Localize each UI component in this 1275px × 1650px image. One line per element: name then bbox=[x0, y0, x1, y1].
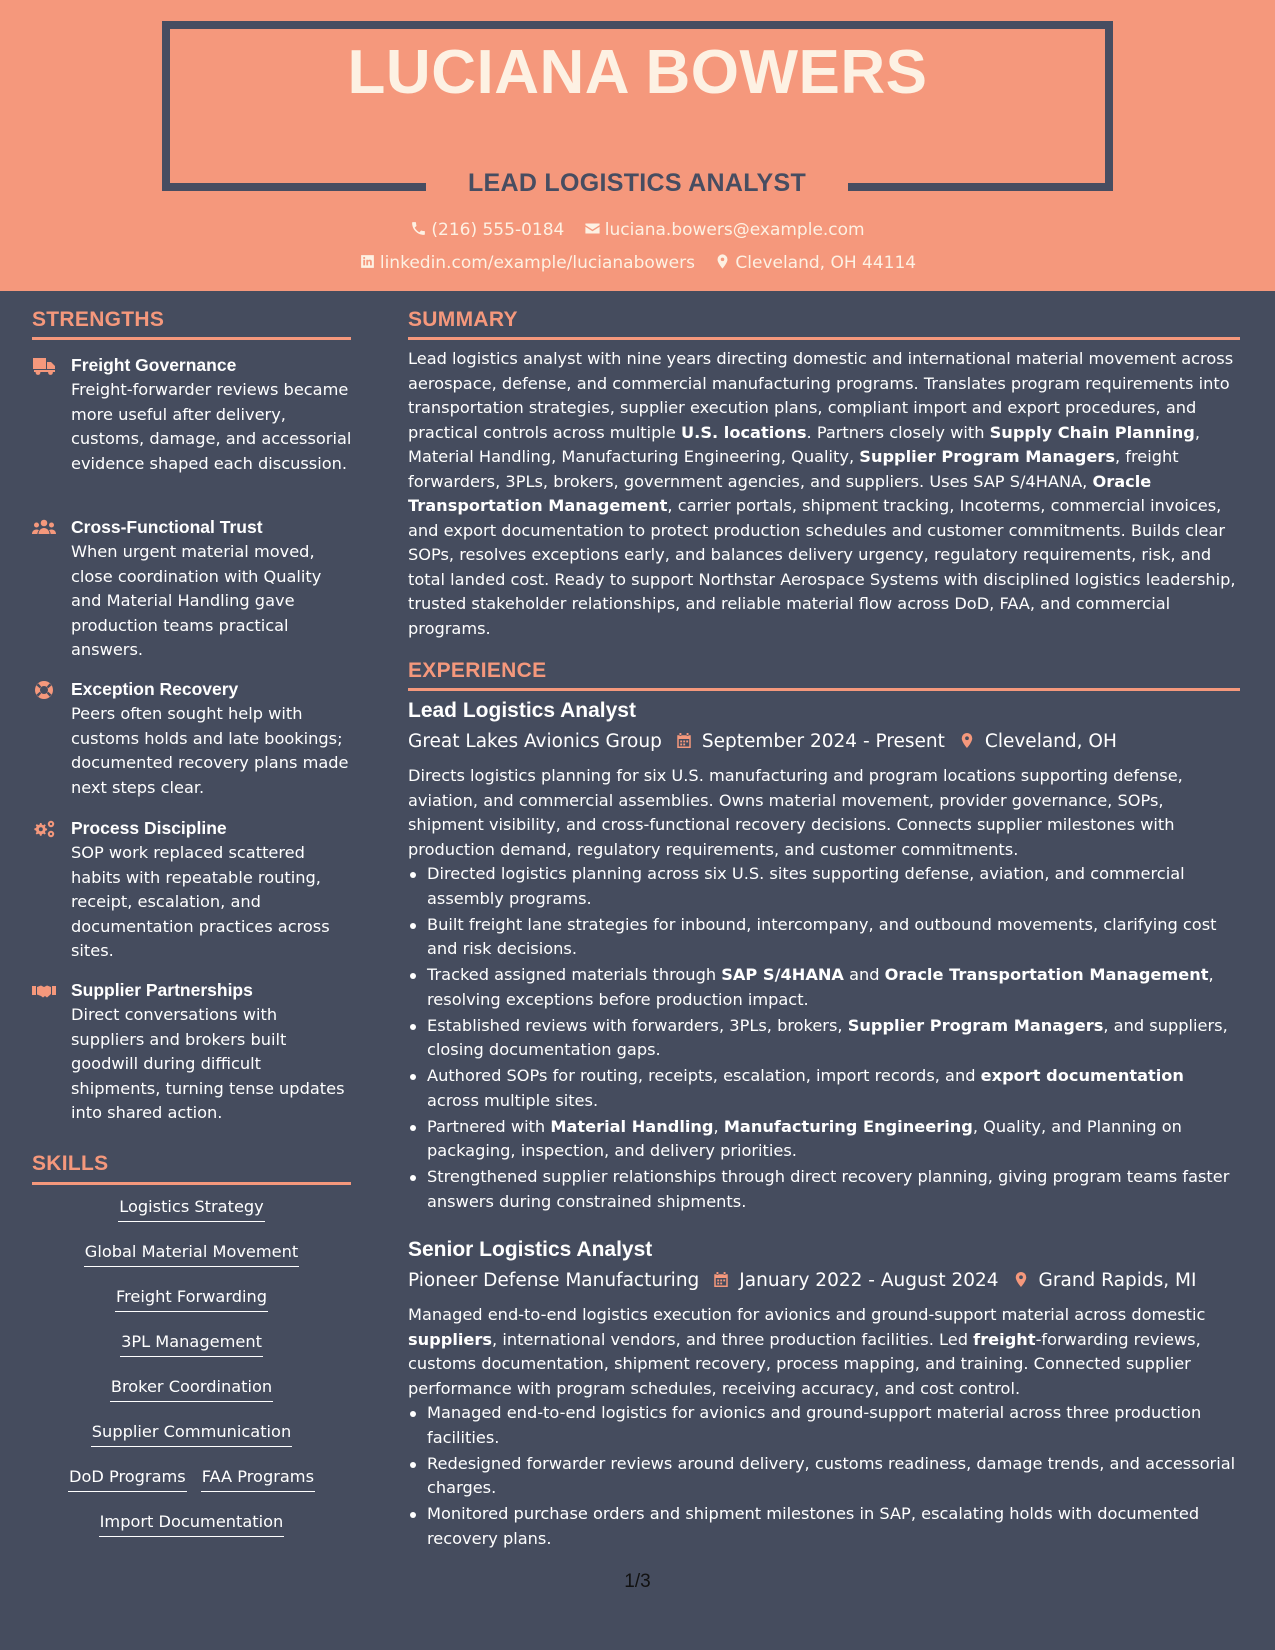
bold-phrase: Supply Chain Planning bbox=[989, 422, 1195, 442]
strength-item bbox=[32, 516, 352, 663]
job-title: Lead Logistics Analyst bbox=[408, 699, 636, 722]
skill-tag: Broker Coordination bbox=[110, 1376, 273, 1402]
skills-rule bbox=[32, 1182, 351, 1185]
skill-tag: Supplier Communication bbox=[91, 1421, 292, 1447]
job-location: Cleveland, OH bbox=[984, 731, 1117, 752]
job-bullet: Built freight lane strategies for inbound, intercompany, and outbound movements, clarifying cost and risk decisions. bbox=[408, 913, 1240, 962]
phone-icon bbox=[410, 220, 427, 237]
email-text: luciana.bowers@example.com bbox=[604, 220, 865, 240]
experience-heading: EXPERIENCE bbox=[408, 659, 547, 682]
contact-phone[interactable] bbox=[410, 220, 564, 240]
linkedin-text: linkedin.com/example/lucianabowers bbox=[379, 253, 695, 273]
job-bullet: Partnered with Material Handling, Manufacturing Engineering, Quality, and Planning on packaging, inspection, and delivery priorities. bbox=[408, 1115, 1240, 1164]
location-text: Cleveland, OH 44114 bbox=[735, 253, 917, 273]
phone-text: (216) 555-0184 bbox=[431, 220, 565, 240]
summary-rule bbox=[408, 337, 1240, 340]
summary-heading: SUMMARY bbox=[408, 308, 518, 331]
contact-email[interactable] bbox=[584, 220, 865, 240]
strength-text: When urgent material moved, close coordination with Quality and Material Handling gave production teams practical answers. bbox=[71, 542, 322, 659]
skill-tag: Freight Forwarding bbox=[115, 1286, 268, 1312]
candidate-name: LUCIANA BOWERS bbox=[347, 38, 928, 107]
calendar-icon bbox=[712, 1270, 730, 1289]
linkedin-icon bbox=[359, 253, 376, 270]
strength-title: Cross-Functional Trust bbox=[71, 517, 263, 537]
skill-tag: Logistics Strategy bbox=[118, 1196, 265, 1222]
job-description: Managed end-to-end logistics execution for avionics and ground-support material across domestic suppliers, international vendors, and three production facilities. Led freight-forwarding reviews, customs documentation, shipment recovery, process mapping, and training. Connected supplier performance with program schedules, receiving accuracy, and cost control. bbox=[408, 1305, 1206, 1398]
strengths-heading: STRENGTHS bbox=[32, 308, 165, 331]
strength-text: Freight-forwarder reviews became more useful after delivery, customs, damage, and accessorial evidence shaped each discussion. bbox=[71, 380, 352, 473]
bold-phrase: Material Handling bbox=[550, 1116, 714, 1136]
job-bullet: Managed end-to-end logistics for avionics and ground-support material across three production facilities. bbox=[408, 1401, 1240, 1450]
strength-item bbox=[32, 817, 352, 964]
resume-header bbox=[0, 0, 1275, 291]
job-dates: September 2024 - Present bbox=[701, 731, 945, 752]
strength-text: SOP work replaced scattered habits with repeatable routing, receipt, escalation, and documentation practices across sites. bbox=[71, 843, 330, 960]
summary-text: Lead logistics analyst with nine years directing domestic and international material movement across aerospace, defense, and commercial manufacturing programs. Translates program requirements into transportation strategies, supplier execution plans, compliant import and export procedures, and practical controls across multiple U.S. locations. Partners closely with Supply Chain Planning, Material Handling, Manufacturing Engineering, Quality, Supplier Program Managers, freight forwarders, 3PLs, brokers, government agencies, and suppliers. Uses SAP S/4HANA, Oracle Transportation Management, carrier portals, shipment tracking, Incoterms, commercial invoices, and export documentation to protect production schedules and customer commitments. Builds clear SOPs, resolves exceptions early, and balances delivery urgency, regulatory requirements, risk, and total landed cost. Ready to support Northstar Aerospace Systems with disciplined logistics leadership, trusted stakeholder relationships, and reliable material flow across DoD, FAA, and commercial programs. bbox=[408, 349, 1236, 638]
job-dates: January 2022 - August 2024 bbox=[739, 1270, 999, 1291]
bold-phrase: Oracle Transportation Management bbox=[884, 965, 1209, 984]
bold-phrase: Supplier Program Managers bbox=[859, 447, 1115, 466]
strength-item bbox=[32, 354, 352, 476]
bold-phrase: SAP S/4HANA bbox=[721, 965, 844, 984]
map-pin-icon bbox=[714, 253, 731, 270]
job-bullet: Strengthened supplier relationships through direct recovery planning, giving program teams faster answers during constrained shipments. bbox=[408, 1165, 1240, 1214]
job-company: Pioneer Defense Manufacturing bbox=[408, 1270, 700, 1291]
strength-text: Peers often sought help with customs holds and late bookings; documented recovery plans made next steps clear. bbox=[71, 704, 349, 797]
skill-tag: Global Material Movement bbox=[84, 1241, 299, 1267]
strength-title: Supplier Partnerships bbox=[71, 980, 253, 1000]
gears-icon bbox=[32, 819, 58, 839]
skill-tag: FAA Programs bbox=[201, 1466, 315, 1492]
job-bullets bbox=[408, 1401, 1240, 1553]
strength-text: Direct conversations with suppliers and brokers built goodwill during difficult shipments, turning tense updates into shared action. bbox=[71, 1005, 345, 1122]
users-icon bbox=[32, 518, 58, 538]
strengths-rule bbox=[32, 337, 351, 340]
bold-phrase: Supplier Program Managers bbox=[847, 1015, 1104, 1035]
strength-title: Exception Recovery bbox=[71, 679, 239, 699]
bold-phrase: Oracle Transportation Management bbox=[408, 471, 1152, 515]
strength-item bbox=[32, 678, 352, 800]
bold-phrase: export documentation bbox=[980, 1066, 1184, 1085]
skill-tag: DoD Programs bbox=[68, 1466, 187, 1492]
skills-heading: SKILLS bbox=[32, 1152, 109, 1175]
bold-phrase: Manufacturing Engineering bbox=[723, 1116, 973, 1136]
skills-list bbox=[32, 1196, 351, 1556]
contact-linkedin[interactable] bbox=[359, 253, 695, 273]
job-bullet: Redesigned forwarder reviews around delivery, customs readiness, damage trends, and accessorial charges. bbox=[408, 1452, 1240, 1501]
map-pin-icon bbox=[1012, 1270, 1030, 1289]
truck-icon bbox=[32, 356, 58, 376]
job-title: Senior Logistics Analyst bbox=[408, 1238, 653, 1261]
calendar-icon bbox=[675, 731, 693, 750]
bold-phrase: U.S. locations bbox=[681, 422, 807, 442]
contact-location bbox=[714, 253, 916, 273]
job-location: Grand Rapids, MI bbox=[1038, 1270, 1197, 1291]
job-meta bbox=[408, 1270, 1196, 1291]
skill-tag: Import Documentation bbox=[99, 1511, 285, 1537]
envelope-icon bbox=[584, 220, 601, 237]
life-ring-icon bbox=[32, 680, 58, 700]
experience-rule bbox=[408, 688, 1240, 691]
strength-title: Freight Governance bbox=[71, 355, 237, 375]
job-bullet: Established reviews with forwarders, 3PLs, brokers, Supplier Program Managers, and suppliers, closing documentation gaps. bbox=[408, 1014, 1240, 1063]
job-meta bbox=[408, 731, 1117, 752]
bold-phrase: suppliers bbox=[408, 1329, 493, 1349]
handshake-icon bbox=[32, 981, 58, 1001]
contact-row bbox=[0, 220, 1275, 240]
job-bullets bbox=[408, 862, 1240, 1216]
contact-row bbox=[0, 253, 1275, 273]
skill-tag: 3PL Management bbox=[120, 1331, 263, 1357]
job-title-banner: LEAD LOGISTICS ANALYST bbox=[426, 165, 848, 201]
map-pin-icon bbox=[958, 731, 976, 750]
bold-phrase: freight bbox=[973, 1329, 1036, 1349]
job-bullet: Monitored purchase orders and shipment milestones in SAP, escalating holds with documented recovery plans. bbox=[408, 1502, 1240, 1551]
page-number: 1/3 bbox=[624, 1571, 651, 1592]
job-description: Directs logistics planning for six U.S. manufacturing and program locations supporting defense, aviation, and commercial assemblies. Owns material movement, provider governance, SOPs, shipment visibility, and cross-functional recovery decisions. Connects supplier milestones with production demand, regulatory requirements, and customer commitments. bbox=[408, 766, 1183, 859]
job-bullet: Directed logistics planning across six U.S. sites supporting defense, aviation, and commercial assembly programs. bbox=[408, 862, 1240, 911]
job-company: Great Lakes Avionics Group bbox=[408, 731, 662, 752]
strength-title: Process Discipline bbox=[71, 818, 227, 838]
strength-item bbox=[32, 979, 352, 1126]
job-bullet: Tracked assigned materials through SAP S/4HANA and Oracle Transportation Management, resolving exceptions before production impact. bbox=[408, 963, 1240, 1012]
job-bullet: Authored SOPs for routing, receipts, escalation, import records, and export documentation across multiple sites. bbox=[408, 1064, 1240, 1113]
